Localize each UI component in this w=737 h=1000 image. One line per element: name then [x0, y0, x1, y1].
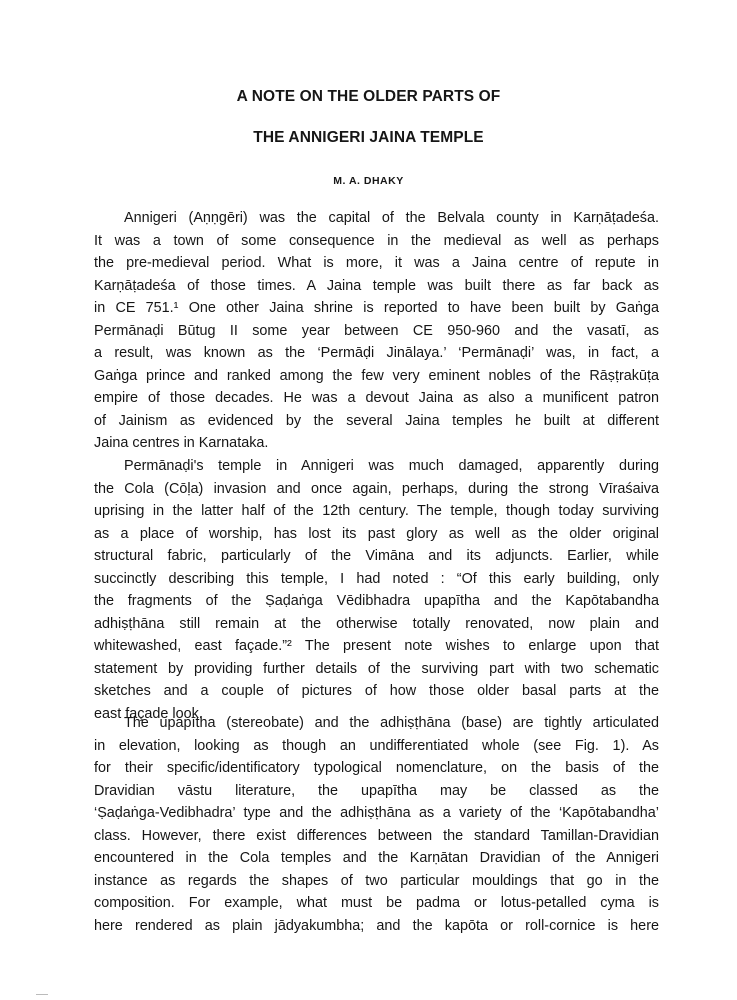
paragraph-line: The upapītha (stereobate) and the adhiṣṭhāna (base) are tightly articulated	[124, 715, 659, 731]
paragraph-line: instance as regards the shapes of two particular mouldings that go in the	[94, 872, 659, 889]
paragraph-line: adhiṣṭhāna still remain at the otherwise totally renovated, now plain and	[94, 615, 659, 632]
paragraph-line: It was a town of some consequence in the medieval as well as perhaps	[94, 232, 659, 249]
paragraph-line: here rendered as plain jādyakumbha; and the kapōta or roll-cornice is here	[94, 917, 659, 934]
paragraph-line: Annigeri (Aṇṇgēri) was the capital of the Belvala county in Karṇāṭadeśa.	[124, 210, 659, 226]
paragraph-line: the Cola (Cōḷa) invasion and once again, perhaps, during the strong Vīraśaiva	[94, 480, 659, 497]
paragraph-line: east façade look.	[94, 705, 203, 722]
paragraph-line: ‘Ṣaḍaṅga-Vedibhadra’ type and the adhiṣṭhāna as a variety of the ‘Kapōtabandha’	[94, 805, 659, 821]
paragraph-line: statement by providing further details of the surviving part with two schematic	[94, 660, 659, 677]
paragraph-line: Permānaḍi Būtug II some year between CE 950-960 and the vasatī, as	[94, 322, 659, 339]
paragraph-line: encountered in the Cola temples and the Karṇātan Dravidian of the Annigeri	[94, 850, 659, 866]
paragraph-line: for their specific/identificatory typological nomenclature, on the basis of the	[94, 760, 659, 776]
paragraph-line: composition. For example, what must be padma or lotus-petalled cyma is	[94, 895, 659, 911]
paragraph-line: Dravidian vāstu literature, the upapītha may be classed as the	[94, 782, 659, 799]
paragraph-line: a result, was known as the ‘Permāḍi Jinālaya.’ ‘Permānaḍi’ was, in fact, a	[94, 345, 659, 361]
paragraph-3	[94, 712, 659, 937]
paragraph-line: Jaina centres in Karnataka.	[94, 435, 269, 451]
paragraph-line: structural fabric, particularly of the Vimāna and its adjuncts. Earlier, while	[94, 548, 659, 564]
title-line-1: A NOTE ON THE OLDER PARTS OF	[236, 88, 501, 105]
paragraph-line: empire of those decades. He was a devout Jaina as also a munificent patron	[94, 390, 659, 406]
paragraph-line: uprising in the latter half of the 12th century. The temple, though today surviving	[94, 503, 659, 519]
paragraph-line: as a place of worship, has lost its past glory as well as the older original	[94, 525, 659, 542]
paragraph-line: Karṇāṭadeśa of those times. A Jaina temple was built there as far back as	[94, 277, 659, 294]
author-name: M. A. DHAKY	[333, 175, 404, 187]
paragraph-line: in CE 751.¹ One other Jaina shrine is reported to have been built by Gaṅga	[94, 300, 659, 316]
paragraph-line: Gaṅga prince and ranked among the few very eminent nobles of the Rāṣṭrakūṭa	[94, 367, 659, 384]
paragraph-line: succinctly describing this temple, I had noted : “Of this early building, only	[94, 570, 659, 587]
paragraph-line: Permānaḍi's temple in Annigeri was much damaged, apparently during	[124, 458, 659, 474]
paragraph-line: the fragments of the Ṣaḍaṅga Vēdibhadra upapītha and the Kapōtabandha	[94, 593, 659, 609]
scan-speck	[36, 994, 48, 995]
paragraph-line: the pre-medieval period. What is more, it was a Jaina centre of repute in	[94, 255, 659, 271]
paragraph-line: class. However, there exist differences between the standard Tamillan-Dravidian	[94, 827, 659, 844]
paragraph-line: sketches and a couple of pictures of how those older basal parts at the	[94, 683, 659, 699]
title-line-2: THE ANNIGERI JAINA TEMPLE	[253, 129, 484, 146]
paragraph-1	[94, 207, 659, 455]
paragraph-line: in elevation, looking as though an undifferentiated whole (see Fig. 1). As	[94, 737, 659, 754]
paragraph-2	[94, 455, 659, 725]
paragraph-line: whitewashed, east façade.”² The present note wishes to enlarge upon that	[94, 638, 659, 654]
paragraph-line: of Jainism as evidenced by the several Jaina temples he built at different	[94, 412, 659, 429]
